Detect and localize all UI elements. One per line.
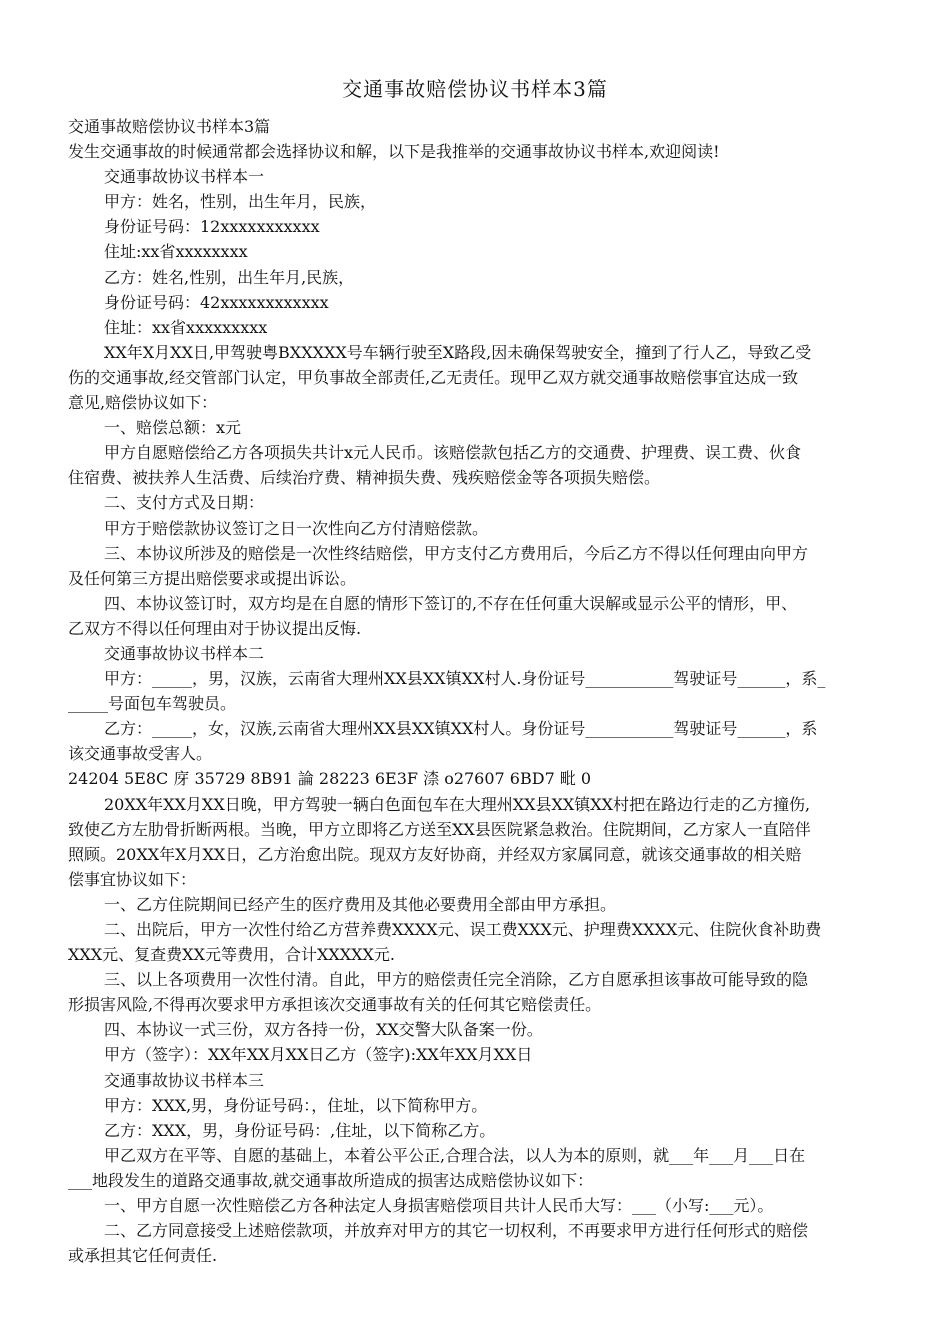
text-line: 照顾。20XX年X月XX日，乙方治愈出院。现双方友好协商，并经双方家属同意，就该交通事故的相关赔 — [68, 844, 802, 864]
text-line: 交通事故协议书样本一 — [104, 167, 265, 187]
text-line: 一、乙方住院期间已经产生的医疗费用及其他必要费用全部由甲方承担。 — [104, 894, 617, 914]
text-line: 二、乙方同意接受上述赔偿款项，并放弃对甲方的其它一切权利，不再要求甲方进行任何形式的赔偿 — [104, 1221, 809, 1241]
text-line: 24204 5E8C 庌 35729 8B91 論 28223 6E3F 渿 o27607 6BD7 毗 0 — [68, 769, 592, 789]
text-line: 乙方：XXX，男，身份证号码：,住址，以下简称乙方。 — [104, 1120, 496, 1140]
text-line: 四、本协议签订时，双方均是在自愿的情形下签订的,不存在任何重大误解或显示公平的情形，甲、 — [104, 593, 798, 613]
text-line: 身份证号码：42xxxxxxxxxxxx — [104, 292, 329, 312]
text-line: 意见,赔偿协议如下： — [68, 393, 218, 413]
text-line: 住址：xx省xxxxxxxxx — [104, 317, 268, 337]
text-line: 偿事宜协议如下： — [68, 869, 197, 889]
text-line: 交通事故赔偿协议书样本3篇 — [68, 117, 271, 136]
text-line: 甲方于赔偿款协议签订之日一次性向乙方付清赔偿款。 — [104, 518, 489, 538]
text-line: 甲方自愿赔偿给乙方各项损失共计x元人民币。该赔偿款包括乙方的交通费、护理费、误工费、伙食 — [104, 443, 802, 463]
text-line: 交通事故协议书样本三 — [104, 1070, 265, 1090]
text-line: 四、本协议一式三份，双方各持一份，XX交警大队备案一份。 — [104, 1020, 543, 1040]
text-line: 形损害风险,不得再次要求甲方承担该次交通事故有关的任何其它赔偿责任。 — [68, 995, 602, 1015]
text-line: _____号面包车驾驶员。 — [68, 694, 237, 714]
text-line: 发生交通事故的时候通常都会选择协议和解，以下是我推举的交通事故协议书样本,欢迎阅读! — [68, 142, 720, 162]
document-body — [68, 114, 888, 1268]
text-line: 乙双方不得以任何理由对于协议提出反悔. — [68, 618, 362, 638]
text-line: 甲方：_____，男，汉族，云南省大理州XX县XX镇XX村人.身份证号___________驾驶证号______，系_ — [104, 669, 826, 689]
text-line: 住址:xx省xxxxxxxx — [104, 242, 248, 262]
text-line: ___地段发生的道路交通事故,就交通事故所造成的损害达成赔偿协议如下： — [68, 1170, 594, 1190]
text-line: 及任何第三方提出赔偿要求或提出诉讼。 — [68, 568, 357, 588]
text-line: 三、以上各项费用一次性付清。自此，甲方的赔偿责任完全消除，乙方自愿承担该事故可能导致的隐 — [104, 970, 809, 990]
text-line: 交通事故协议书样本二 — [104, 643, 265, 663]
text-line: 或承担其它任何责任. — [68, 1246, 218, 1266]
text-line: 乙方：姓名,性别，出生年月,民族， — [104, 267, 355, 287]
text-line: 致使乙方左肋骨折断两根。当晚，甲方立即将乙方送至XX县医院紧急救治。住院期间，乙方家人一直陪伴 — [68, 819, 811, 839]
text-line: 二、出院后，甲方一次性付给乙方营养费XXXX元、误工费XXX元、护理费XXXX元、住院伙食补助费 — [104, 920, 822, 939]
text-line: 伤的交通事故,经交管部门认定，甲负事故全部责任,乙无责任。现甲乙双方就交通事故赔偿事宜达成一致 — [68, 367, 799, 387]
document-title: 交通事故赔偿协议书样本3篇 — [342, 77, 608, 101]
text-line: 住宿费、被扶养人生活费、后续治疗费、精神损失费、残疾赔偿金等各项损失赔偿。 — [68, 468, 661, 488]
text-line: 身份证号码：12xxxxxxxxxxx — [104, 217, 320, 237]
text-line: 一、甲方自愿一次性赔偿乙方各种法定人身损害赔偿项目共计人民币大写：___（小写:___元）。 — [104, 1196, 774, 1216]
text-line: 20XX年XX月XX日晚，甲方驾驶一辆白色面包车在大理州XX县XX镇XX村把在路边行走的乙方撞伤, — [104, 794, 811, 814]
text-line: XX年X月XX日,甲驾驶粤BXXXXX号车辆行驶至X路段,因未确保驾驶安全，撞到了行人乙，导致乙受 — [104, 342, 812, 362]
text-line: 一、赔偿总额：x元 — [104, 418, 242, 438]
text-line: 二、支付方式及日期： — [104, 493, 265, 513]
text-line: 三、本协议所涉及的赔偿是一次性终结赔偿，甲方支付乙方费用后，今后乙方不得以任何理由向甲方 — [104, 543, 809, 563]
text-line: 甲方：XXX,男，身份证号码：，住址，以下简称甲方。 — [104, 1095, 488, 1115]
text-line: 甲乙双方在平等、自愿的基础上，本着公平公正,合理合法，以人为本的原则，就___年___月___日在 — [104, 1145, 806, 1165]
text-line: 乙方：_____，女，汉族,云南省大理州XX县XX镇XX村人。身份证号___________驾驶证号______，系 — [104, 719, 818, 739]
text-line: 该交通事故受害人。 — [68, 744, 213, 764]
text-line: 甲方：姓名，性别，出生年月，民族， — [104, 192, 377, 212]
text-line: XXX元、复查费XX元等费用，合计XXXXX元. — [68, 945, 395, 965]
text-line: 甲方（签字）：XX年XX月XX日乙方（签字):XX年XX月XX日 — [104, 1045, 533, 1065]
